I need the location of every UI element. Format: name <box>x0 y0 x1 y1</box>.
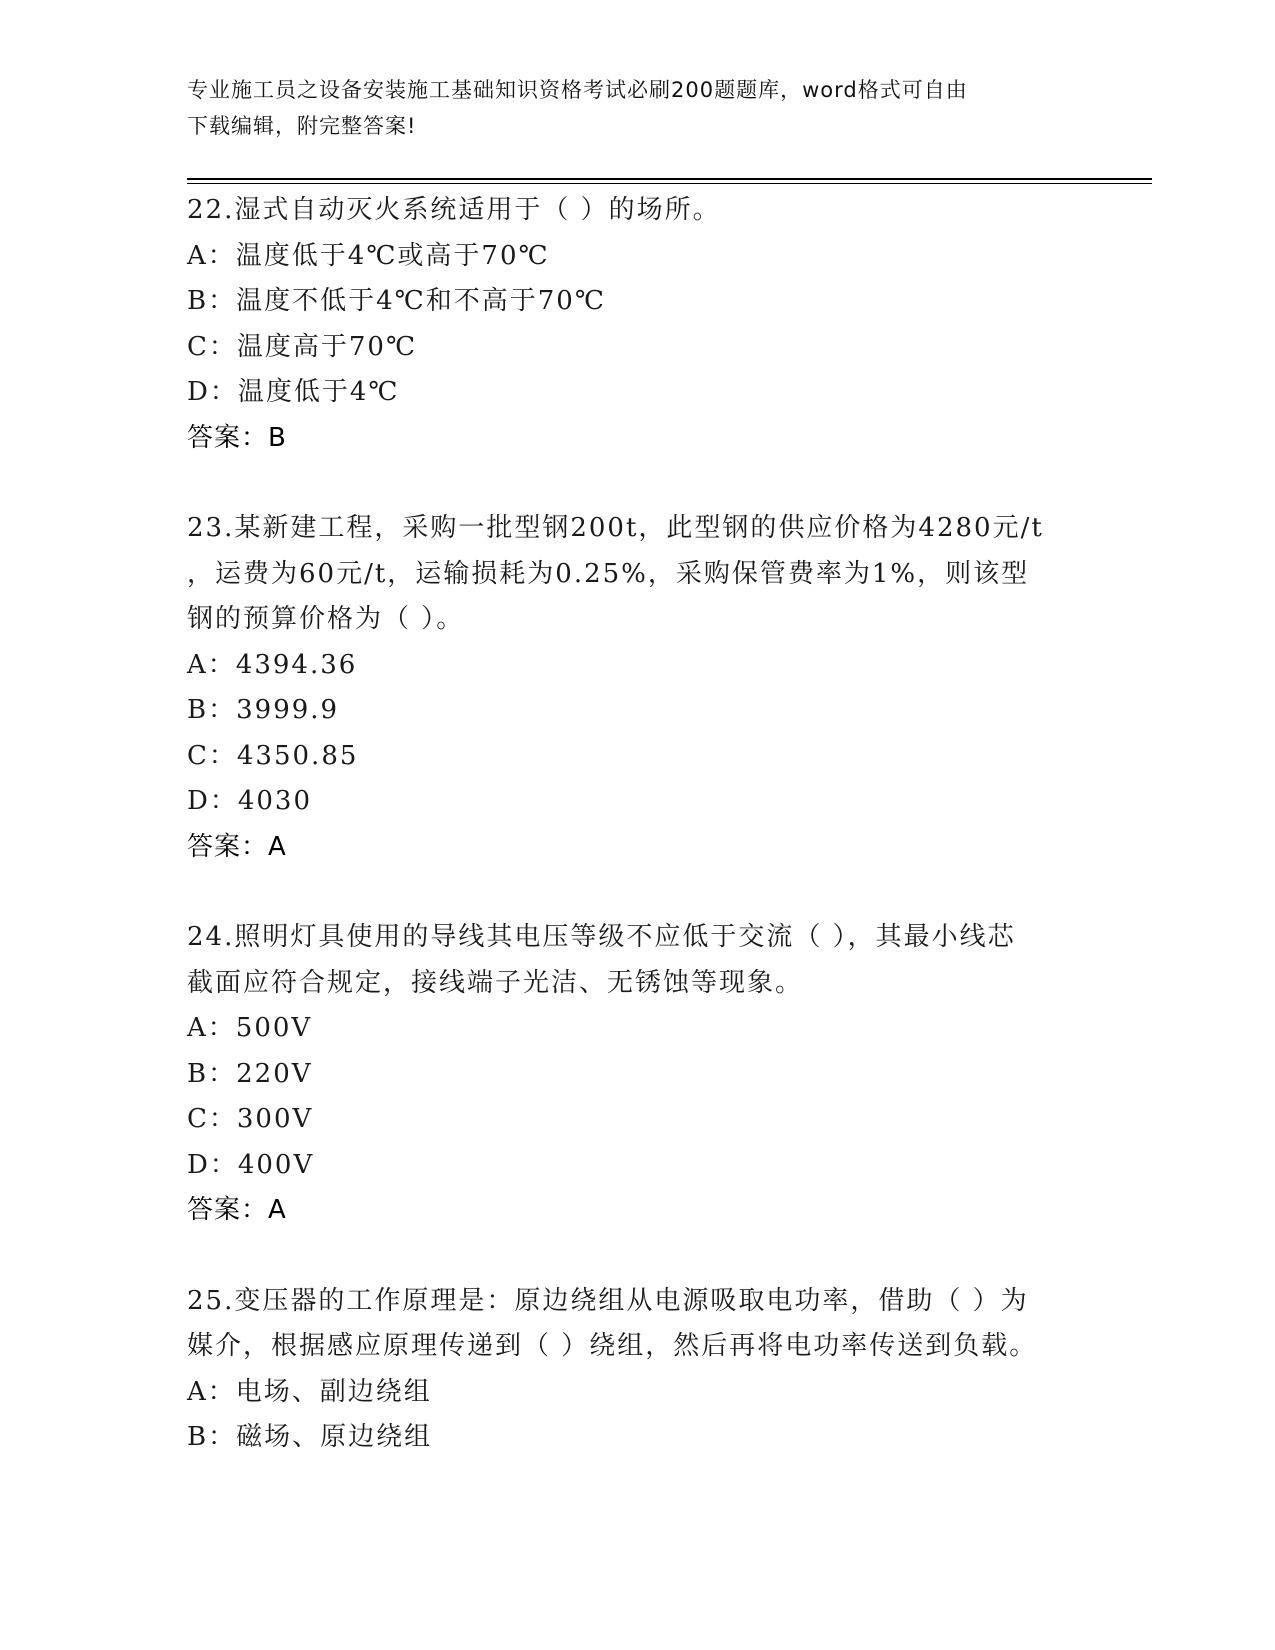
option-c: C：4350.85 <box>187 740 359 771</box>
question-text-continued: 钢的预算价格为（ ）。 <box>187 604 465 634</box>
header-divider-thin <box>187 183 1152 184</box>
answer-line: 答案：B <box>187 422 287 453</box>
option-a: A：500V <box>187 1013 313 1043</box>
question-block <box>187 506 1087 870</box>
question-text-continued: 截面应符合规定，接线端子光洁、无锈蚀等现象。 <box>187 967 804 998</box>
question-text: 22.湿式自动灭火系统适用于（ ）的场所。 <box>187 195 721 225</box>
question-block <box>187 915 1087 1234</box>
question-text-continued: ，运费为60元/t，运输损耗为0.25%，采购保管费率为1%，则该型 <box>187 558 1030 589</box>
question-text: 25.变压器的工作原理是：原边绕组从电源吸取电功率，借助（ ）为 <box>187 1285 1029 1316</box>
header-divider-thick <box>187 178 1152 180</box>
option-a: A：电场、副边绕组 <box>187 1376 432 1407</box>
option-c: C：300V <box>187 1104 314 1134</box>
question-list <box>187 188 1087 1461</box>
question-text: 23.某新建工程，采购一批型钢200t，此型钢的供应价格为4280元/t <box>187 513 1044 543</box>
option-d: D：4030 <box>187 786 313 816</box>
option-d: D：温度低于4℃ <box>187 377 400 407</box>
answer-line: 答案：A <box>187 831 287 862</box>
option-a: A：4394.36 <box>187 649 358 680</box>
option-b: B：220V <box>187 1058 313 1089</box>
document-header <box>187 72 1067 144</box>
question-block <box>187 1279 1087 1461</box>
answer-line: 答案：A <box>187 1195 287 1225</box>
question-text-continued: 媒介，根据感应原理传递到（ ）绕组，然后再将电功率传送到负载。 <box>187 1331 1038 1361</box>
option-b: B：3999.9 <box>187 695 340 725</box>
option-d: D：400V <box>187 1149 315 1180</box>
option-b: B：温度不低于4℃和不高于70℃ <box>187 286 606 316</box>
question-block <box>187 188 1087 461</box>
option-b: B：磁场、原边绕组 <box>187 1422 433 1452</box>
option-c: C：温度高于70℃ <box>187 331 418 362</box>
header-line-2: 下载编辑，附完整答案! <box>187 114 417 138</box>
question-text: 24.照明灯具使用的导线其电压等级不应低于交流（ ），其最小线芯 <box>187 922 1016 952</box>
header-line-1: 专业施工员之设备安装施工基础知识资格考试必刷200题题库，word格式可自由 <box>187 78 968 102</box>
option-a: A：温度低于4℃或高于70℃ <box>187 240 550 271</box>
